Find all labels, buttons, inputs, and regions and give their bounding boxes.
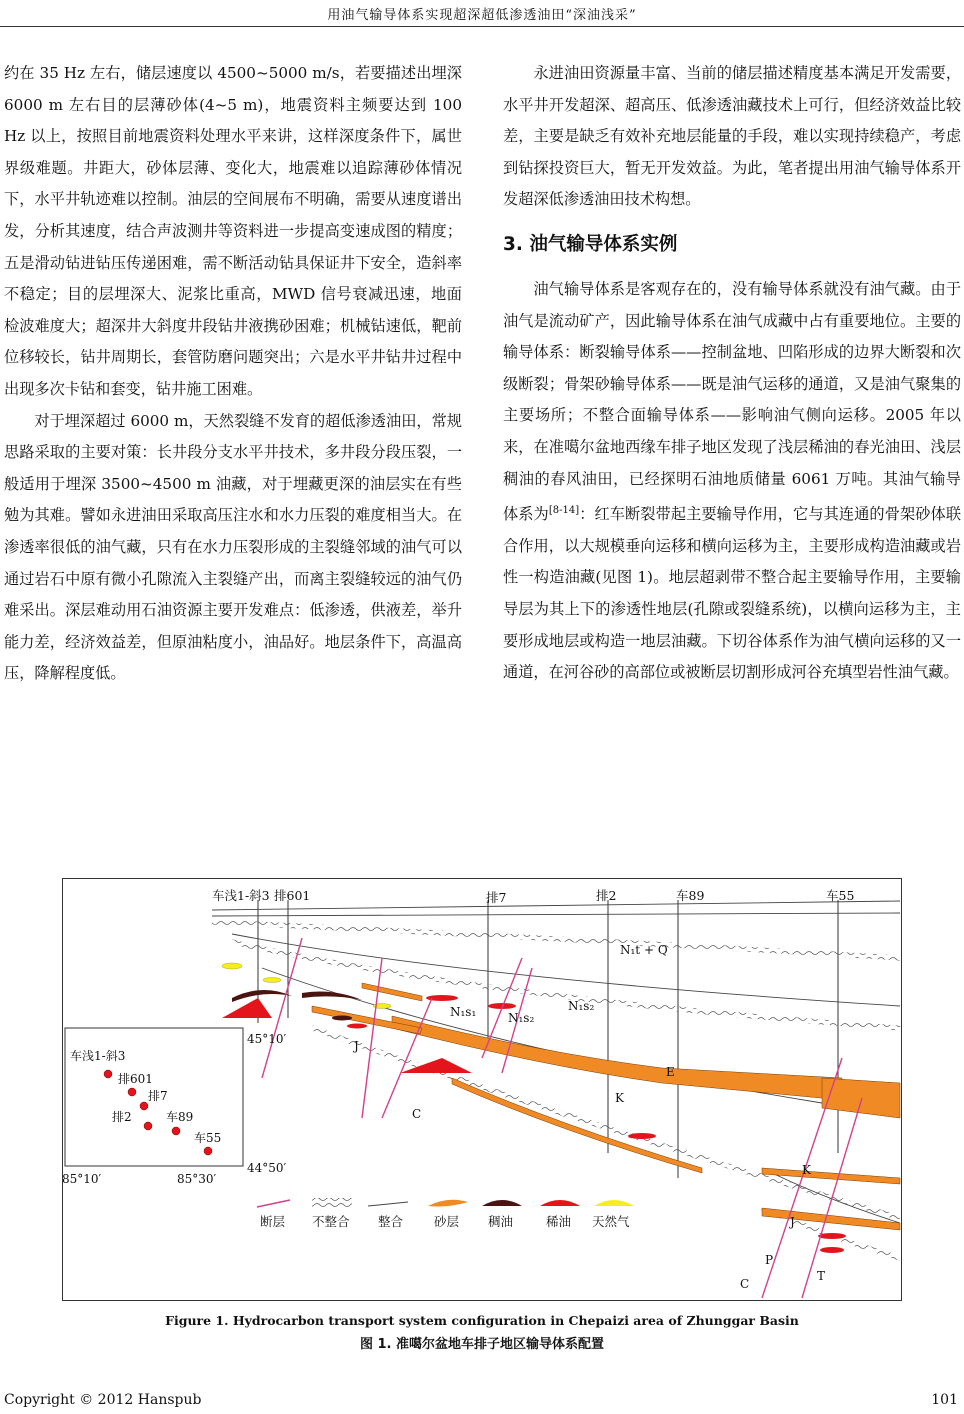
inset-well-label: 排7 xyxy=(148,1089,168,1103)
section-heading: 3. 油气输导体系实例 xyxy=(503,233,678,255)
inset-well-label: 排2 xyxy=(112,1110,132,1124)
inset-well-label: 车89 xyxy=(166,1110,194,1124)
well-label: 排2 xyxy=(596,888,617,903)
figure-caption-zh: 图 1. 准噶尔盆地车排子地区输导体系配置 xyxy=(359,1337,605,1352)
left-paragraph-2: 对于埋深超过 6000 m，天然裂缝不发育的超低渗透油田，常规思路采取的主要对策：长井段分支水平井技术，多井段分段压裂，一般适用于埋深 3500~4500 m 油藏，对于埋藏更深的油层实在有些勉为其难。譬如永进油田采取高压注水和水力压裂的难度相当大。在渗透率很低的油气藏，只有在水力压裂形成的主裂缝邻域的油气可以通过岩石中原有微小孔隙流入主裂缝产出，而离主裂缝较远的油气仍难采出。深层难动用石油资源主要开发难点：低渗透，供液差，举升能力差，经济效益差，但原油粘度小，油品好。地层条件下，高温高压，降解程度低。 xyxy=(4,411,462,683)
well-label: 排601 xyxy=(274,888,311,903)
right-column xyxy=(503,58,961,689)
right-paragraph-2 xyxy=(503,274,961,689)
well-label: 车55 xyxy=(826,888,855,903)
inset-well-dot xyxy=(128,1088,136,1096)
strata-label: C xyxy=(412,1107,422,1121)
strata-label: N₁s₂ xyxy=(508,1011,535,1025)
inset-well-label: 车55 xyxy=(194,1131,222,1145)
heavy-oil-body xyxy=(332,1016,352,1021)
inset-well-dot xyxy=(204,1147,212,1155)
legend-label: 不整合 xyxy=(312,1214,350,1229)
right-paragraph-1: 永进油田资源量丰富、当前的储层描述精度基本满足开发需要，水平井开发超深、超高压、低渗透油藏技术上可行，但经济效益比较差，主要是缺乏有效补充地层能量的手段，难以实现持续稳产，考虑到钻探投资巨大，暂无开发效益。为此，笔者提出用油气输导体系开发超深低渗透油田技术构想。 xyxy=(503,64,961,209)
light-oil-body xyxy=(820,1247,844,1253)
well-label: 车浅1-斜3 xyxy=(212,888,270,903)
strata-label: P xyxy=(765,1253,774,1267)
strata-label: E xyxy=(666,1065,675,1079)
legend-label: 砂层 xyxy=(434,1214,460,1229)
strata-label: K xyxy=(615,1091,624,1105)
inset-lat-top: 45°10′ xyxy=(247,1032,287,1046)
well-label: 排7 xyxy=(486,890,507,905)
running-title: 用油气输导体系实现超深超低渗透油田“深油浅采” xyxy=(327,8,637,23)
inset-lon-left: 85°10′ xyxy=(62,1172,102,1186)
legend-swatch-unconformity xyxy=(312,1198,352,1208)
strata-label: J xyxy=(354,1039,359,1053)
light-oil-body xyxy=(347,1024,367,1029)
strata-label: N₁s₂ xyxy=(568,999,595,1013)
light-oil-body xyxy=(818,1233,846,1239)
strata-label: J xyxy=(790,1215,795,1229)
inset-well-label: 排601 xyxy=(118,1072,153,1086)
paragraph-text-cont: ：红车断裂带起主要输导作用，它与其连通的骨架砂体联合作用，以大规模垂向运移和横向运移为主，主要形成构造油藏或岩性一构造油藏(见图 1)。地层超剥带不整合起主要输导作用，主要输导层为其上下的渗透性地层(孔隙或裂缝系统)，以横向运移为主，主要形成地层或构造一地层油藏。下切谷体系作为油气横向运移的又一通道，在河谷砂的高部位或被断层切割形成河谷充填型岩性油气藏。 xyxy=(503,505,962,682)
inset-lat-bottom: 44°50′ xyxy=(247,1161,287,1175)
light-oil-body xyxy=(628,1133,656,1139)
strata-label: N₁s₁ xyxy=(450,1005,477,1019)
legend-label: 天然气 xyxy=(592,1214,630,1229)
copyright: Copyright © 2012 Hanspub xyxy=(4,1392,202,1408)
left-paragraph-1: 约在 35 Hz 左右，储层速度以 4500~5000 m/s，若要描述出埋深 6000 m 左右目的层薄砂体(4~5 m)，地震资料主频要达到 100 Hz 以上，按照目前地震资料处理水平来讲，这样深度条件下，属世界级难题。井距大，砂体层薄、变化大，地震难以追踪薄砂体情况下，水平井轨迹难以控制。油层的空间展布不明确，需要从速度谱出发，分析其速度，结合声波测井等资料进一步提高变速成图的精度；五是滑动钻进钻压传递困难，需不断活动钻具保证井下安全，造斜率不稳定；目的层埋深大、泥浆比重高，MWD 信号衰减迅速，地面检波难度大；超深井大斜度井段钻井液携砂困难；机械钻速低，靶前位移较长，钻井周期长，套管防磨问题突出；六是水平井钻井过程中出现多次卡钻和套变，钻井施工困难。 xyxy=(4,64,462,398)
citation-link[interactable]: [8-14] xyxy=(548,505,580,517)
header-rule xyxy=(0,26,964,27)
inset-well-label: 车浅1-斜3 xyxy=(70,1049,126,1063)
legend-label: 断层 xyxy=(260,1214,286,1229)
legend-label: 整合 xyxy=(378,1214,404,1229)
gas-body xyxy=(263,978,281,983)
inset-well-dot xyxy=(144,1122,152,1130)
page-number: 101 xyxy=(931,1392,958,1408)
strata-label: K xyxy=(802,1163,811,1177)
cross-section-diagram xyxy=(62,878,902,1301)
inset-well-dot xyxy=(140,1102,148,1110)
strata-label: N₁t + Q xyxy=(620,943,668,957)
inset-lon-right: 85°30′ xyxy=(177,1172,217,1186)
figure-1 xyxy=(62,878,902,1301)
well-label: 车89 xyxy=(676,888,705,903)
figure-caption-en: Figure 1. Hydrocarbon transport system configuration in Chepaizi area of Zhunggar Basin xyxy=(165,1313,799,1328)
left-column xyxy=(4,58,462,690)
strata-label: T xyxy=(817,1269,826,1283)
inset-well-dot xyxy=(104,1070,112,1078)
strata-label: C xyxy=(740,1277,750,1291)
legend-label: 稠油 xyxy=(488,1214,514,1229)
gas-body xyxy=(222,963,242,969)
inset-well-dot xyxy=(172,1127,180,1135)
legend-label: 稀油 xyxy=(546,1214,572,1229)
paragraph-text: 油气输导体系是客观存在的，没有输导体系就没有油气藏。由于油气是流动矿产，因此输导体系在油气成藏中占有重要地位。主要的输导体系：断裂输导体系——控制盆地、凹陷形成的边界大断裂和次级断裂；骨架砂输导体系——既是油气运移的通道，又是油气聚集的主要场所；不整合面输导体系——影响油气侧向运移。2005 年以来，在准噶尔盆地西缘车排子地区发现了浅层稀油的春光油田、浅层稠油的春风油田，已经探明石油地质储量 6061 万吨。其油气输导体系为 xyxy=(503,279,961,524)
